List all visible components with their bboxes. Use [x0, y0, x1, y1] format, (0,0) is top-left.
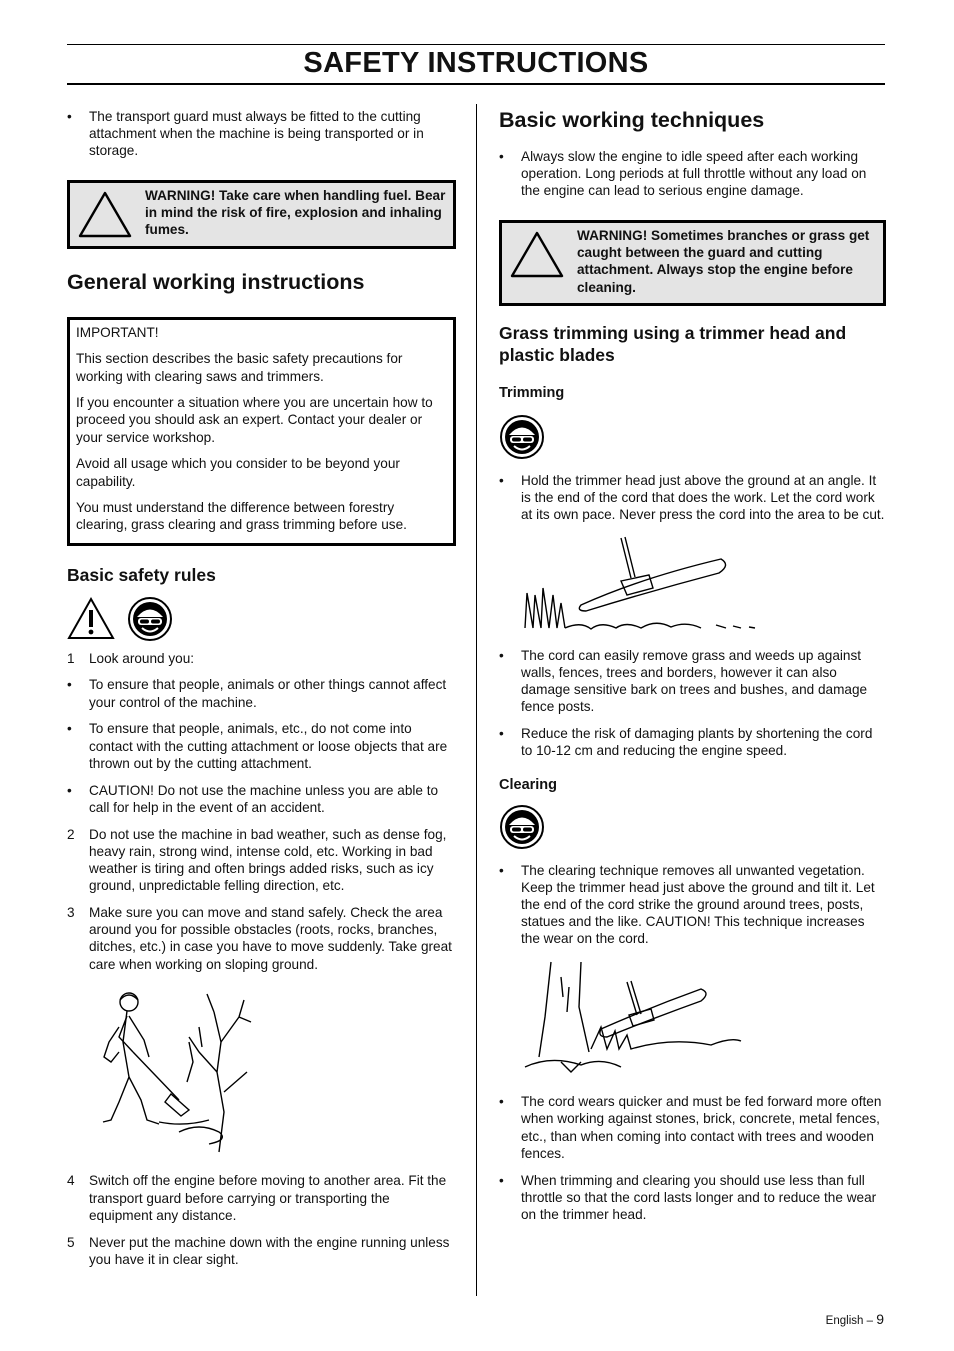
- list-item: • The transport guard must always be fitted to the cutting attachment when the machine is being transported or in storage.: [67, 108, 456, 160]
- trimming-heading: Trimming: [499, 384, 565, 401]
- rules-list: [67, 1172, 456, 1268]
- trimmer-head-illustration: [521, 533, 886, 639]
- page-footer: [826, 1311, 884, 1327]
- list-item: • Hold the trimmer head just above the ground at an angle. It is the end of the cord that does the work. Let the cord work at its own pace. Never press the cord into the area to be cut.: [499, 472, 886, 524]
- final-list: [499, 1093, 886, 1223]
- transport-list: [67, 108, 456, 160]
- rule1-bullets: [67, 676, 456, 816]
- list-item: • When trimming and clearing you should use less than full throttle so that the cord lasts longer and to reduce the wear on the trimmer head.: [499, 1172, 886, 1224]
- warning-exclamation-icon: [67, 596, 115, 644]
- right-column: [499, 104, 886, 1233]
- list-item: • Always slow the engine to idle speed after each working operation. Long periods at full throttle without any load on the engine can lead to serious engine damage.: [499, 148, 886, 200]
- important-paragraph: Avoid all usage which you consider to be beyond your capability.: [76, 456, 400, 489]
- trimming-list: [499, 472, 886, 524]
- important-label: IMPORTANT!: [76, 324, 159, 340]
- clearing-heading: Clearing: [499, 776, 558, 793]
- rule-number: 5: [67, 1234, 75, 1250]
- protective-equipment-icon: [499, 414, 886, 464]
- basic-techniques-heading: Basic working techniques: [499, 108, 765, 132]
- protective-equipment-icon: [499, 804, 886, 854]
- rule-number: 2: [67, 826, 75, 842]
- warning-triangle-icon: [509, 229, 569, 279]
- basic-safety-rules-heading: Basic safety rules: [67, 564, 216, 585]
- list-item: • To ensure that people, animals or other things cannot affect your control of the machine.: [67, 676, 456, 710]
- operator-illustration: [89, 982, 456, 1172]
- rule-item: [67, 1234, 456, 1268]
- page-title: SAFETY INSTRUCTIONS: [303, 47, 649, 79]
- list-item: • Reduce the risk of damaging plants by shortening the cord to 10-12 cm and reducing the engine speed.: [499, 725, 886, 759]
- rule-text: Make sure you can move and stand safely. Check the area around you for possible obstacles (roots, rocks, branches, ditches, etc.) in case you have to move suddenly. Take great care when working on sloping ground.: [89, 905, 452, 972]
- rule-text: Do not use the machine in bad weather, such as dense fog, heavy rain, strong wind, intense cold, etc. Working in bad weather is tiring and often brings added risks, such as icy ground, unpredictable felling direction, etc.: [89, 826, 447, 894]
- warning-triangle-icon: [77, 189, 137, 239]
- footer-language: English: [825, 1315, 864, 1327]
- branches-warning-box: [499, 220, 886, 306]
- list-item: • The clearing technique removes all unwanted vegetation. Keep the trimmer head just above the ground and tilt it. Let the end of the cord strike the ground around trees, posts, statues and the like. CAUTION! This technique increases the wear on the cord.: [499, 862, 886, 948]
- important-paragraph: If you encounter a situation where you are uncertain how to proceed you should ask an expert. Contact your dealer or your service workshop.: [76, 395, 433, 445]
- footer-dash: –: [866, 1315, 873, 1327]
- rule-item: [67, 904, 456, 973]
- page-header: [67, 44, 885, 85]
- cord-list: [499, 647, 886, 760]
- fuel-warning-box: [67, 180, 456, 249]
- rule-number: 4: [67, 1173, 75, 1189]
- rule-number: 3: [67, 905, 75, 921]
- rule-item: [67, 826, 456, 895]
- page-number: 9: [876, 1311, 884, 1327]
- rule-number: 1: [67, 650, 75, 666]
- list-item: • To ensure that people, animals, etc., do not come into contact with the cutting attachment or loose objects that are thrown out by the cutting attachment.: [67, 720, 456, 772]
- rules-list: [67, 826, 456, 973]
- grass-trimming-heading: Grass trimming using a trimmer head and plastic blades: [499, 322, 847, 365]
- rule-item: [67, 1172, 456, 1224]
- list-item: • The cord wears quicker and must be fed forward more often when working against stones, brick, concrete, metal fences, etc., than when coming into contact with trees and wooden fences.: [499, 1093, 886, 1162]
- rules-list: [67, 650, 456, 667]
- rule-text: Switch off the engine before moving to another area. Fit the transport guard before carrying or transporting the equipment any distance.: [89, 1173, 447, 1223]
- important-paragraph: You must understand the difference between forestry clearing, grass clearing and grass trimming before use.: [76, 500, 407, 533]
- important-paragraph: This section describes the basic safety precautions for working with clearing saws and trimmers.: [76, 351, 403, 384]
- clearing-list: [499, 862, 886, 948]
- protective-equipment-icon: [127, 596, 173, 644]
- rule-text: Look around you:: [89, 650, 195, 666]
- rule-text: Never put the machine down with the engine running unless you have it in clear sight.: [89, 1234, 450, 1267]
- column-divider: [476, 104, 477, 1296]
- general-instructions-heading: General working instructions: [67, 269, 365, 294]
- rule-item: [67, 650, 456, 667]
- list-item: • The cord can easily remove grass and weeds up against walls, fences, trees and borders, however it can also damage sensitive bark on trees and bushes, and damage fence posts.: [499, 647, 886, 716]
- fuel-warning-text: WARNING! Take care when handling fuel. Bear in mind the risk of fire, explosion and inhaling fumes.: [145, 187, 446, 238]
- idle-list: [499, 148, 886, 200]
- clearing-illustration: [521, 957, 886, 1085]
- safety-icons-row: [67, 596, 456, 644]
- left-column: [67, 104, 456, 1278]
- list-item: • CAUTION! Do not use the machine unless you are able to call for help in the event of an accident.: [67, 782, 456, 816]
- branches-warning-text: WARNING! Sometimes branches or grass get caught between the guard and cutting attachment. Always stop the engine before cleaning.: [577, 227, 870, 295]
- important-box: [67, 317, 456, 546]
